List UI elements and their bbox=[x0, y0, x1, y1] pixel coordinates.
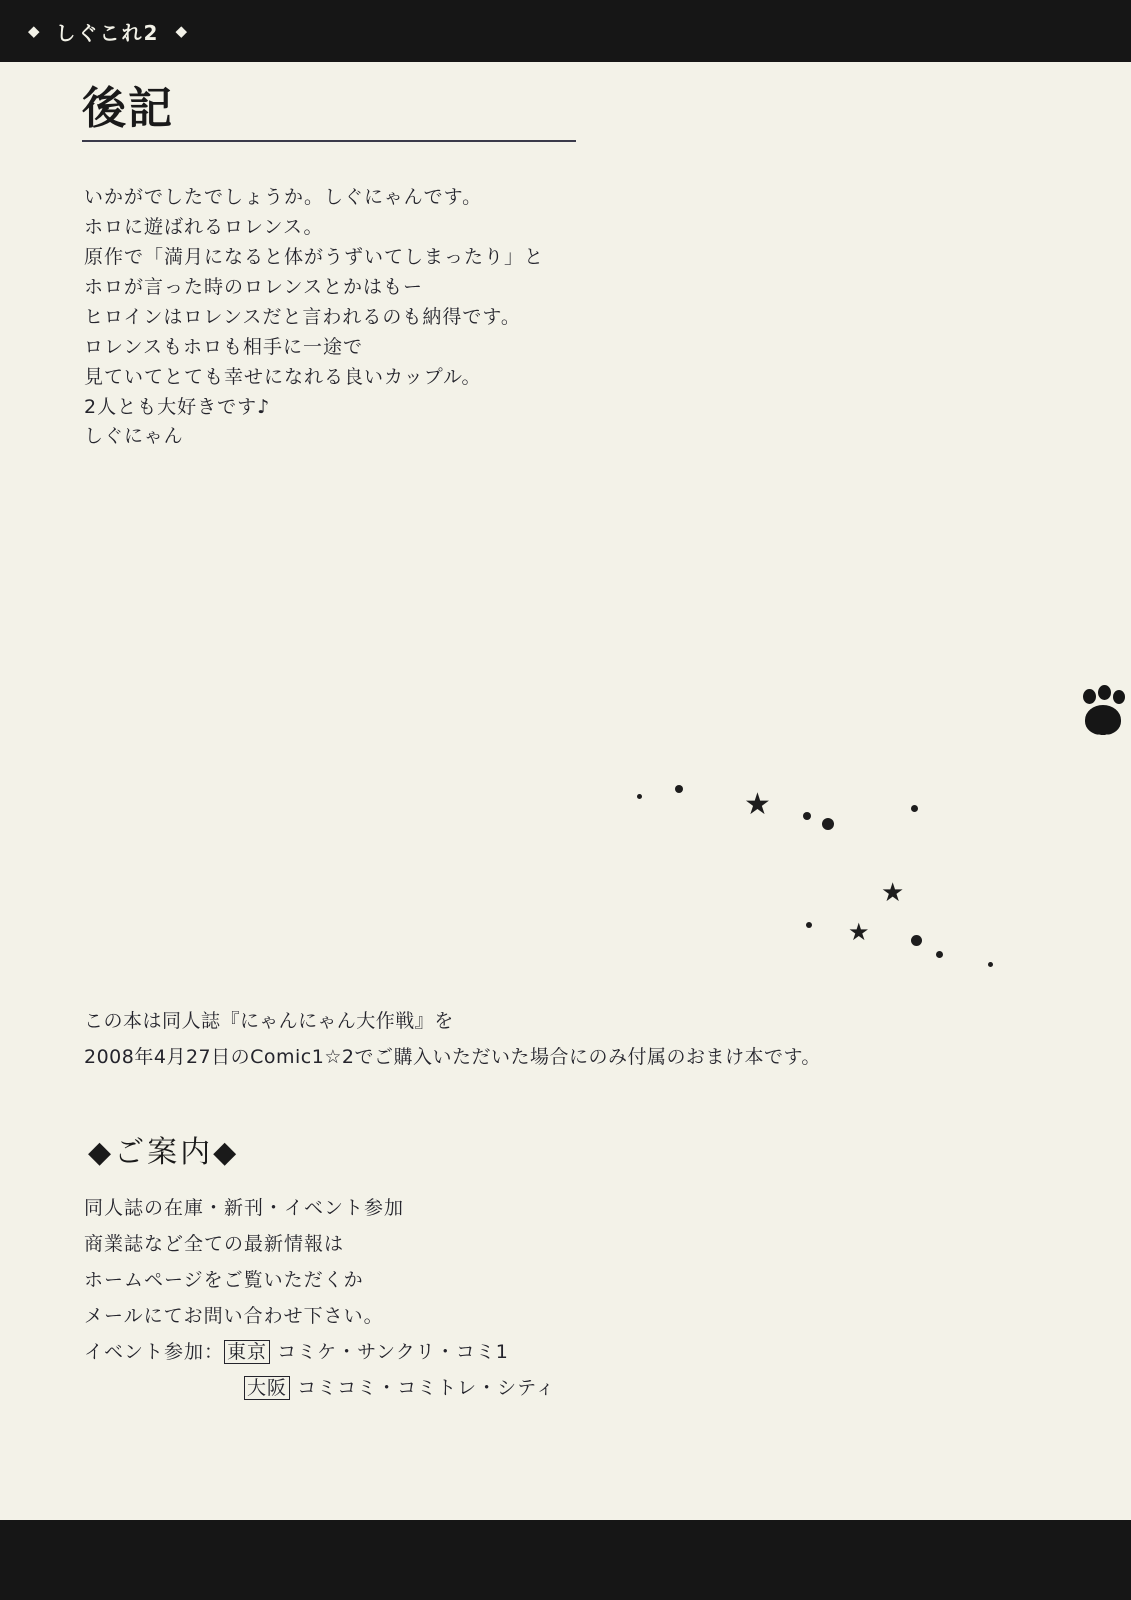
deco-star-icon: ★ bbox=[848, 918, 870, 946]
afterword-line: 2人とも大好きです♪ bbox=[84, 396, 271, 418]
info-heading: ◆ご案内◆ bbox=[88, 1135, 240, 1170]
author-signature: しぐにゃん bbox=[84, 425, 184, 447]
event-region-tokyo: 東京 bbox=[224, 1340, 270, 1364]
paw-toe-icon bbox=[1113, 690, 1125, 704]
afterword-line: ヒロインはロレンスだと言われるのも納得です。 bbox=[84, 306, 521, 328]
page-number: 07 bbox=[1094, 733, 1116, 749]
event-label: イベント参加： bbox=[84, 1341, 225, 1363]
bundle-note bbox=[84, 1003, 821, 1075]
paw-toe-icon bbox=[1098, 685, 1111, 700]
event-region-osaka: 大阪 bbox=[244, 1376, 290, 1400]
deco-star-icon: ★ bbox=[744, 787, 771, 822]
bundle-note-line: この本は同人誌『にゃんにゃん大作戦』を bbox=[84, 1010, 454, 1032]
diamond-left-icon: ◆ bbox=[28, 21, 40, 40]
info-body bbox=[84, 1190, 556, 1406]
page-title: 後記 bbox=[82, 83, 174, 134]
info-line: 商業誌など全ての最新情報は bbox=[84, 1233, 345, 1255]
info-line: メールにてお問い合わせ下さい。 bbox=[84, 1305, 384, 1327]
header-title: しぐこれ2 bbox=[55, 20, 160, 45]
deco-star-icon: ★ bbox=[881, 878, 905, 908]
title-divider bbox=[82, 140, 576, 142]
afterword-line: 見ていてとても幸せになれる良いカップル。 bbox=[84, 366, 482, 388]
afterword-line: 原作で「満月になると体がうずいてしまったり」と bbox=[84, 246, 545, 268]
paw-pad-icon bbox=[1085, 705, 1121, 749]
event-venues-osaka: コミコミ・コミトレ・シティ bbox=[297, 1377, 556, 1399]
afterword-line: ホロが言った時のロレンスとかはもー bbox=[84, 276, 423, 298]
event-row bbox=[84, 1370, 556, 1406]
page-header bbox=[0, 0, 1131, 62]
bundle-note-line: 2008年4月27日のComic1☆2でご購入いただいた場合にのみ付属のおまけ本です。 bbox=[84, 1046, 821, 1068]
afterword-line: ホロに遊ばれるロレンス。 bbox=[84, 216, 324, 238]
info-line: ホームページをご覧いただくか bbox=[84, 1269, 364, 1291]
afterword-line: いかがでしたでしょうか。しぐにゃんです。 bbox=[84, 186, 483, 208]
page-footer bbox=[0, 1520, 1131, 1600]
paw-toe-icon bbox=[1083, 689, 1096, 704]
diamond-right-icon: ◆ bbox=[175, 21, 188, 40]
afterword-line: ロレンスもホロも相手に一途で bbox=[84, 336, 363, 358]
info-line: 同人誌の在庫・新刊・イベント参加 bbox=[84, 1197, 405, 1219]
event-venues-tokyo: コミケ・サンクリ・コミ1 bbox=[277, 1341, 509, 1363]
page-number-badge bbox=[1081, 685, 1127, 749]
afterword-body bbox=[84, 182, 544, 422]
event-row bbox=[84, 1334, 556, 1370]
